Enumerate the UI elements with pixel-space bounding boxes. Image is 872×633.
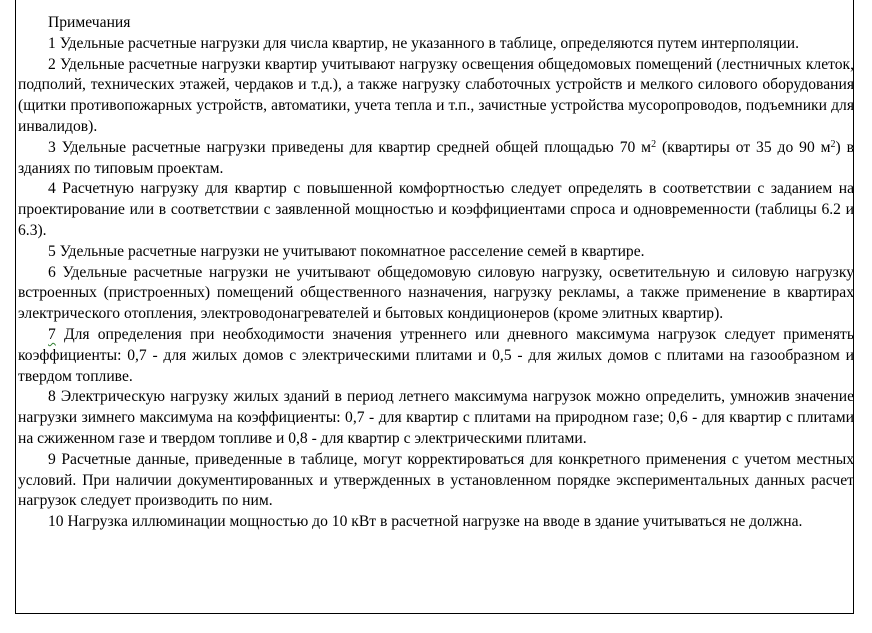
note-6: 6 Удельные расчетные нагрузки не учитывают общедомовую силовую нагрузку, осветительную и силовую нагрузку встроенных (пристроенных) помещений общественного назначения, нагрузку рекламы, а также применение в квартирах электрического отопления, электроводонагревателей и бытовых кондиционеров (кроме элитных квартир).	[18, 263, 854, 323]
notes-block	[18, 13, 854, 533]
note-1: 1 Удельные расчетные нагрузки для числа квартир, не указанного в таблице, определяются путем интерполяции.	[48, 34, 800, 52]
note-3-part-b: (квартиры от 35 до 90 м	[656, 138, 831, 156]
notes-title: Примечания	[48, 14, 131, 31]
note-8: 8 Электрическую нагрузку жилых зданий в период летнего максимума нагрузок можно определить, умножив значение нагрузки зимнего максимума на коэффициенты: 0,7 - для квартир с плитами на природном газе; 0,6 - для квартир с плитами на сжиженном газе и твердом топливе и 0,8 - для квартир с электрическими плитами.	[18, 388, 854, 447]
note-3-superscript-2: 2	[830, 138, 836, 150]
note-5: 5 Удельные расчетные нагрузки не учитывают покомнатное расселение семей в квартире.	[48, 242, 645, 260]
note-7-text: Для определения при необходимости значения утреннего или дневного максимума нагрузок следует применять коэффициенты: 0,7 - для жилых домов с электрическими плитами и 0,5 - для жилых домов с плитами на газообразном и твердом топливе.	[18, 325, 854, 385]
note-2: 2 Удельные расчетные нагрузки квартир учитывают нагрузку освещения общедомовых помещений (лестничных клеток, подполий, технических этажей, чердаков и т.д.), а также нагрузку слаботочных устройств и мелкого силового оборудования (щитки противопожарных устройств, автоматики, учета тепла и т.п., зачистные устройства мусоропроводов, подъемники для инвалидов).	[18, 55, 854, 135]
note-4: 4 Расчетную нагрузку для квартир с повышенной комфортностью следует определять в соответствии с заданием на проектирование или в соответствии с заявленной мощностью и коэффициентами спроса и одновременности (таблицы 6.2 и 6.3).	[18, 180, 854, 239]
note-3	[18, 138, 854, 180]
note-10: 10 Нагрузка иллюминации мощностью до 10 кВт в расчетной нагрузке на вводе в здание учитываться не должна.	[48, 513, 803, 531]
note-7	[18, 325, 854, 387]
note-7-number: 7	[48, 325, 56, 343]
note-9: 9 Расчетные данные, приведенные в таблице, могут корректироваться для конкретного применения с учетом местных условий. При наличии документированных и утвержденных в установленном порядке экспериментальных данных расчет нагрузок следует производить по ним.	[18, 450, 854, 510]
note-3-part-a: 3 Удельные расчетные нагрузки приведены для квартир средней общей площадью 70 м	[48, 138, 652, 156]
note-3-part-c: ) в зданиях по типовым проектам.	[18, 138, 854, 177]
note-3-superscript-1: 2	[651, 138, 657, 150]
